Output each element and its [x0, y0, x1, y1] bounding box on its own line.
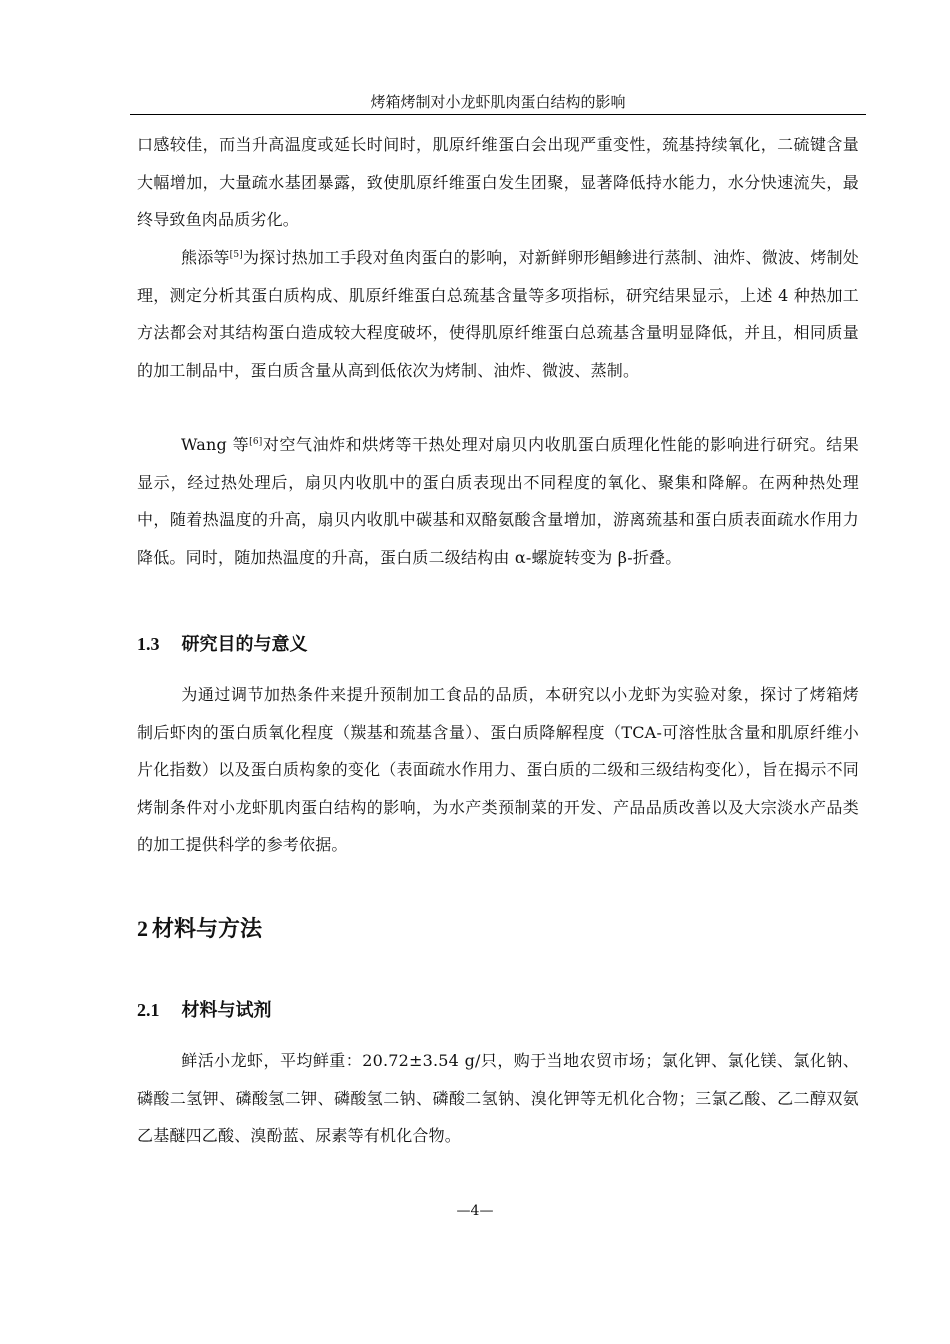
paragraph-text-lead: Wang 等: [181, 435, 250, 454]
paragraph-text: 鲜活小龙虾，平均鲜重：20.72±3.54 g/只，购于当地农贸市场；氯化钾、氯化镁、氯化钠、磷酸二氢钾、磷酸氢二钾、磷酸氢二钠、磷酸二氢钠、溴化钾等无机化合物；三氯乙酸、乙二醇双氨乙基醚四乙酸、溴酚蓝、尿素等有机化合物。: [137, 1051, 859, 1145]
paragraph-text-lead: 熊添等: [181, 248, 230, 267]
section-title: 研究目的与意义: [181, 634, 308, 655]
section-heading-1-3: [137, 632, 308, 657]
section-number: 2.1: [137, 1000, 160, 1020]
header-rule: [130, 114, 866, 115]
citation-ref: [5]: [229, 250, 243, 260]
paragraph-text: 为探讨热加工手段对鱼肉蛋白的影响，对新鲜卵形鲳鲹进行蒸制、油炸、微波、烤制处理，测定分析其蛋白质构成、肌原纤维蛋白总巯基含量等多项指标，研究结果显示，上述 4 种热加工方法都会对其结构蛋白造成较大程度破坏，使得肌原纤维蛋白总巯基含量明显降低，并且，相同质量的加工制品中，蛋白质含量从高到低依次为烤制、油炸、微波、蒸制。: [137, 248, 859, 380]
citation-ref: [6]: [249, 437, 263, 447]
body-paragraph-2: [137, 239, 859, 389]
section-heading-2-1: [137, 998, 272, 1023]
paragraph-text: 对空气油炸和烘烤等干热处理对扇贝内收肌蛋白质理化性能的影响进行研究。结果显示，经过热处理后，扇贝内收肌中的蛋白质表现出不同程度的氧化、聚集和降解。在两种热处理中，随着热温度的升高，扇贝内收肌中碳基和双酪氨酸含量增加，游离巯基和蛋白质表面疏水作用力降低。同时，随加热温度的升高，蛋白质二级结构由 α-螺旋转变为 β-折叠。: [137, 435, 859, 567]
section-title: 材料与试剂: [181, 1000, 272, 1021]
section-title: 材料与方法: [152, 917, 263, 942]
section-number: 1.3: [137, 634, 160, 654]
body-paragraph-3: [137, 426, 859, 576]
section-number: 2: [137, 916, 148, 941]
body-paragraph-5: [137, 1042, 859, 1155]
running-header-title: 烤箱烤制对小龙虾肌肉蛋白结构的影响: [370, 93, 626, 111]
body-paragraph-4: [137, 676, 859, 864]
page-number: —4—: [456, 1203, 494, 1219]
body-paragraph-1: 口感较佳，而当升高温度或延长时间时，肌原纤维蛋白会出现严重变性，巯基持续氧化，二硫键含量大幅增加，大量疏水基团暴露，致使肌原纤维蛋白发生团聚，显著降低持水能力，水分快速流失，最终导致鱼肉品质劣化。: [137, 135, 859, 229]
paragraph-text: 为通过调节加热条件来提升预制加工食品的品质，本研究以小龙虾为实验对象，探讨了烤箱烤制后虾肉的蛋白质氧化程度（羰基和巯基含量）、蛋白质降解程度（TCA-可溶性肽含量和肌原纤维小片化指数）以及蛋白质构象的变化（表面疏水作用力、蛋白质的二级和三级结构变化），旨在揭示不同烤制条件对小龙虾肌肉蛋白结构的影响，为水产类预制菜的开发、产品品质改善以及大宗淡水产品类的加工提供科学的参考依据。: [137, 685, 859, 854]
section-heading-2: [137, 914, 262, 945]
